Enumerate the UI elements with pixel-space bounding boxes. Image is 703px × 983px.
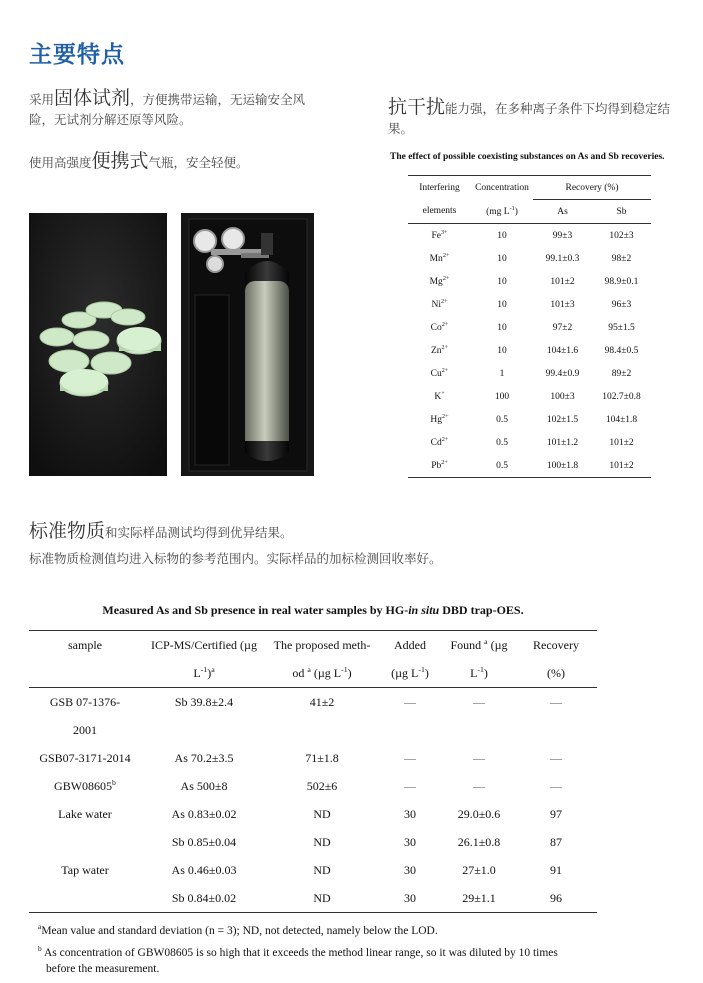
element-cell: $Zn^{2+}$ xyxy=(430,344,449,357)
table-row xyxy=(408,339,651,362)
element-cell: $Mn^{2+}$ xyxy=(429,252,450,265)
sample-cell xyxy=(29,828,141,856)
column-header: sample xyxy=(29,631,141,660)
sb-recovery-cell: 102±3 xyxy=(609,230,634,241)
added-cell xyxy=(377,716,443,744)
table-row xyxy=(29,800,597,828)
column-header: (mg $L^{-1}$) xyxy=(471,200,533,224)
as-recovery-cell: 100±1.8 xyxy=(533,454,592,478)
feature-text: 和实际样品测试均得到优异结果。 xyxy=(105,525,293,540)
as-recovery-cell: 102±1.5 xyxy=(546,414,579,425)
table-row xyxy=(408,454,651,478)
concentration-cell: 10 xyxy=(497,276,507,287)
table-row xyxy=(408,270,651,293)
feature-portable-cylinder xyxy=(29,151,329,173)
footnote-b: $^b$ As concentration of GBW08605 is so high that it exceeds the method linear range, so it was diluted by 10 times xyxy=(38,943,558,959)
proposed-cell: 41±2 xyxy=(309,694,335,709)
sb-recovery-cell: 101±2 xyxy=(592,454,651,478)
found-cell: — xyxy=(473,694,485,709)
element-cell: $Mg^{2+}$ xyxy=(429,275,450,288)
as-recovery-cell: 99±3 xyxy=(552,230,573,241)
column-header: Recovery xyxy=(515,631,597,660)
as-recovery-cell: 101±3 xyxy=(550,299,575,310)
footnote-a: $^a$Mean value and standard deviation (n = 3); ND, not detected, namely below the LOD. xyxy=(38,922,438,937)
concentration-cell: 10 xyxy=(497,230,507,241)
concentration-cell: 100 xyxy=(494,391,510,402)
table-row xyxy=(408,293,651,316)
found-cell xyxy=(443,716,515,744)
icp-cell: Sb 0.85±0.04 xyxy=(171,834,237,849)
column-header: od $^a$ (µg $L^{-1}$) xyxy=(267,659,377,688)
table-row xyxy=(408,316,651,339)
feature-highlight: 固体试剂 xyxy=(54,87,131,109)
feature-solid-reagent xyxy=(29,88,329,130)
sb-recovery-cell: 104±1.8 xyxy=(605,414,638,425)
feature-highlight: 标准物质 xyxy=(29,520,106,542)
found-cell: 27±1.0 xyxy=(462,862,496,877)
as-recovery-cell: 100±3 xyxy=(550,391,575,402)
sb-recovery-cell: 96±3 xyxy=(611,299,632,310)
proposed-cell: ND xyxy=(313,862,331,877)
footnote-b-continued: before the measurement. xyxy=(46,962,160,975)
sample-cell: GBW08605$^b$ xyxy=(54,778,116,793)
proposed-cell: 71±1.8 xyxy=(305,750,339,765)
table2-footnotes xyxy=(38,919,658,977)
element-cell: $Hg^{2+}$ xyxy=(430,413,449,426)
added-cell: 30 xyxy=(404,862,416,877)
sb-recovery-cell: 98±2 xyxy=(611,253,632,264)
table-row xyxy=(29,744,597,772)
column-header: (%) xyxy=(515,659,597,688)
table-row xyxy=(29,884,597,913)
concentration-cell: 10 xyxy=(497,299,507,310)
table-row xyxy=(408,224,651,248)
table-row xyxy=(29,828,597,856)
recovery-cell: — xyxy=(550,778,562,793)
table-row xyxy=(408,247,651,270)
concentration-cell: 0.5 xyxy=(496,414,508,425)
as-recovery-cell: 97±2 xyxy=(552,322,573,333)
table-row xyxy=(408,431,651,454)
feature-text: 标准物质检测值均进入标物的参考范围内。实际样品的加标检测回收率好。 xyxy=(29,551,442,566)
as-recovery-cell: 101±2 xyxy=(550,276,575,287)
feature-text: ，方便携带运输，无运输安全风险，无试剂分解还原等风险。 xyxy=(29,92,306,127)
concentration-cell: 10 xyxy=(497,322,507,333)
proposed-cell: ND xyxy=(267,884,377,913)
sample-cell: GSB07-3171-2014 xyxy=(39,750,131,765)
added-cell: 30 xyxy=(404,834,416,849)
icp-cell: As 0.83±0.02 xyxy=(171,806,237,821)
sample-cell: 2001 xyxy=(73,722,97,737)
column-header: Sb xyxy=(592,200,651,224)
found-cell: 26.1±0.8 xyxy=(457,834,501,849)
feature-highlight: 便携式 xyxy=(91,150,149,172)
found-cell: 29±1.1 xyxy=(443,884,515,913)
proposed-cell xyxy=(267,716,377,744)
table-row xyxy=(29,856,597,884)
proposed-cell: ND xyxy=(313,806,331,821)
element-cell: $Cd^{2+}$ xyxy=(430,436,449,449)
interference-table xyxy=(408,175,651,478)
recovery-cell: 96 xyxy=(515,884,597,913)
feature-text: 使用高强度 xyxy=(29,155,92,170)
element-cell: $Pb^{2+}$ xyxy=(408,454,471,478)
icp-cell: As 0.46±0.03 xyxy=(171,862,237,877)
table-row xyxy=(29,688,597,717)
sb-recovery-cell: 89±2 xyxy=(611,368,632,379)
concentration-cell: 1 xyxy=(499,368,505,379)
table-row xyxy=(29,716,597,744)
concentration-cell: 10 xyxy=(497,345,507,356)
table2-title: Measured As and Sb presence in real water samples by HG-in situ DBD trap-OES. xyxy=(102,603,524,617)
recovery-cell: 87 xyxy=(550,834,562,849)
element-cell: $Fe^{3+}$ xyxy=(431,229,448,242)
icp-cell: As 500±8 xyxy=(180,778,228,793)
column-header: The proposed meth- xyxy=(267,631,377,660)
element-cell: $Cu^{2+}$ xyxy=(430,367,449,380)
element-cell: $Ni^{2+}$ xyxy=(431,298,448,311)
column-header: ICP-MS/Certified (µg xyxy=(141,631,267,660)
column-header: Recovery (%) xyxy=(533,176,651,200)
concentration-cell: 10 xyxy=(497,253,507,264)
added-cell: — xyxy=(404,694,416,709)
recovery-cell xyxy=(515,716,597,744)
icp-cell: As 70.2±3.5 xyxy=(174,750,234,765)
feature-anti-interference xyxy=(388,97,688,139)
feature-text: 气瓶，安全轻便。 xyxy=(148,155,249,170)
solid-reagent-tablets-photo xyxy=(29,213,167,476)
icp-cell: Sb 0.84±0.02 xyxy=(141,884,267,913)
element-cell: K+ xyxy=(434,390,445,403)
sample-cell: Tap water xyxy=(61,862,109,877)
real-samples-table xyxy=(29,630,597,913)
as-recovery-cell: 101±1.2 xyxy=(546,437,579,448)
feature-text: 采用 xyxy=(29,92,55,107)
sb-recovery-cell: 98.4±0.5 xyxy=(604,345,639,356)
icp-cell xyxy=(141,716,267,744)
feature-reference-material xyxy=(29,521,669,543)
as-recovery-cell: 104±1.6 xyxy=(546,345,579,356)
sb-recovery-cell: 102.7±0.8 xyxy=(602,391,641,402)
sb-recovery-cell: 98.9±0.1 xyxy=(604,276,639,287)
sample-cell: GSB 07-1376- xyxy=(49,694,121,709)
column-header: Added xyxy=(377,631,443,660)
recovery-cell: 97 xyxy=(550,806,562,821)
column-header: $L^{-1})^a$ xyxy=(141,659,267,688)
table1-title: The effect of possible coexisting substances on As and Sb recoveries. xyxy=(390,152,665,162)
page-title: 主要特点 xyxy=(29,42,125,68)
sample-cell: Lake water xyxy=(58,806,112,821)
proposed-cell: 502±6 xyxy=(306,778,338,793)
recovery-cell: — xyxy=(550,694,562,709)
table-row xyxy=(408,362,651,385)
table-row xyxy=(408,408,651,431)
sb-recovery-cell: 101±2 xyxy=(609,437,634,448)
sb-recovery-cell: 95±1.5 xyxy=(608,322,635,333)
proposed-cell: ND xyxy=(313,834,331,849)
added-cell: 30 xyxy=(404,806,416,821)
table-row xyxy=(408,385,651,408)
found-cell: — xyxy=(473,750,485,765)
found-cell: — xyxy=(473,778,485,793)
recovery-cell: 91 xyxy=(550,862,562,877)
column-header: As xyxy=(533,200,592,224)
column-header: elements xyxy=(408,200,471,224)
as-recovery-cell: 99.4±0.9 xyxy=(545,368,580,379)
added-cell: — xyxy=(404,750,416,765)
column-header: $L^{-1}$) xyxy=(443,659,515,688)
column-header: Concentration xyxy=(471,176,533,200)
icp-cell: Sb 39.8±2.4 xyxy=(174,694,234,709)
added-cell: 30 xyxy=(377,884,443,913)
column-header: Found $^a$ (µg xyxy=(443,631,515,660)
concentration-cell: 0.5 xyxy=(496,437,508,448)
added-cell: — xyxy=(404,778,416,793)
feature-highlight: 抗干扰 xyxy=(388,96,446,118)
concentration-cell: 0.5 xyxy=(471,454,533,478)
table-row xyxy=(29,772,597,800)
as-recovery-cell: 99.1±0.3 xyxy=(545,253,580,264)
element-cell: $Co^{2+}$ xyxy=(430,321,449,334)
sample-cell xyxy=(29,884,141,913)
column-header: (µg $L^{-1}$) xyxy=(377,659,443,688)
column-header: Interfering xyxy=(408,176,471,200)
feature-text: 能力强，在多种离子条件下均得到稳定结果。 xyxy=(388,101,671,136)
recovery-cell: — xyxy=(550,750,562,765)
found-cell: 29.0±0.6 xyxy=(457,806,501,821)
gas-cylinder-case-photo xyxy=(181,213,314,476)
